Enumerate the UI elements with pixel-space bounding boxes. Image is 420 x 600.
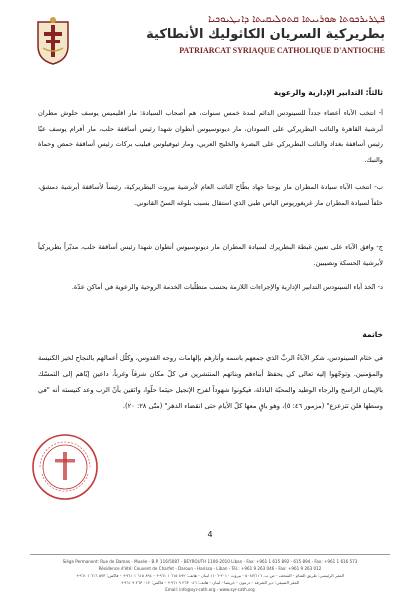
latin-title: PATRIARCAT SYRIAQUE CATHOLIQUE D'ANTIOCHE bbox=[179, 46, 385, 55]
syriac-title: ܦܛܪܝܪܟܘܬܐ ܣܘܪܝܝܬܐ ܩܬܘܠܝܩܝܬܐ ܕܐܢܛܝܘܟܝܐ bbox=[208, 14, 385, 25]
patriarchate-coat-of-arms-icon bbox=[34, 16, 72, 66]
paragraph-item-a: أ- انتخب الآباء أعضاء جدداً للسينودس الدائم لمدة خمس سنوات، هم أصحاب السيادة: مار اقليميس يوسف حلوش مطران أبرشية القاهرة والنائب البطريركي على السودان، مار ديونوسيوس أنطوان شهدا رئيس أساقفة حلب، مار أفرام يوسف عبّا رئيس أساقفة بغداد والنائب البطريركي على البصرة والخليج العربي، ومار ثيوفيلوس فيليب بركات رئيس أساقفة حمص وحماة والنبك. bbox=[38, 109, 383, 164]
paragraph-item-d: د- اتّخذ آباء السينودس التدابير الإدارية والإجراءات اللازمة بحسب متطلّبات الخدمة الروحية والرعوية في أماكن عدّة. bbox=[71, 283, 383, 291]
footer-address-fr-2: Résidence d'été: Couvent de Charfet - Daroun - Harissa - Liban - Tél.: +961 9 263 046 - Fax: +961 9 263 012 bbox=[98, 566, 322, 571]
paragraph-item-c: ج- وافق الآباء على تعيين غبطة البطريرك لسيادة المطران مار ديونوسيوس أنطوان شهدا رئيس أساقفة حلب، مدبّراً بطريركياً لأبرشية الحسكة ونصيبين. bbox=[38, 243, 383, 267]
paragraph-item-b: ب- انتخب الآباء سيادة المطران مار يوحنا جهاد بطّاح النائب العام لأبرشية بيروت البطريركية، رئيساً لأساقفة أبرشية دمشق، خلفاً لسيادة المطران مار غريغوريوس الياس طبي الذي استقال بسبب بلوغه السنّ القانوني. bbox=[38, 183, 383, 207]
footer-divider bbox=[30, 554, 390, 555]
footer-address-ar-2: المقر الصيفي: دير الشرفة - درعون - حريصا - لبنان - هاتف: ٠٤٦ ٢٦٣ ٩ ٩٦١+ - فاكس: ٠١٢ ٢٦٣ ٩ ٩٦١+ bbox=[120, 580, 300, 585]
footer-address-fr-1: Siège Permanent: Rue de Damas - Musée - B.P. 116/5087 - BEYROUTH 1106-2010 Liban - Fax: +961 1 615 892 - 615 894 - Fax: +961 1 616 573 bbox=[62, 559, 358, 564]
page-number: 4 bbox=[207, 530, 213, 539]
footer-address-ar-1: المقر الرئيسي: طريق الشام - المتحف - ص.ب. ٥٠٨٧/١١٦ - بيروت ٢٠١٠-١١٠٦ لبنان - هاتف: ٨٩٢ ٦١٥ ١ ٩٦١+ - ٨٩٤ ٦١٥ ١ ٩٦١+ - فاكس: ٥٧٣ ٦١٦ ١ ٩٦١+ bbox=[75, 573, 345, 578]
conclusion-heading: خاتمة bbox=[362, 330, 383, 339]
official-seal-icon bbox=[30, 432, 100, 502]
arabic-title: بطريركية السريان الكاثوليك الأنطاكية bbox=[146, 27, 385, 42]
conclusion-paragraph: في ختام السينودس، شكر الآباءُ الربَّ الذي جمعهم باسمه وأنارهم بإلهامات روحه القدوس، وكلّل أعمالهم بالنجاح لخير الكنيسة والمؤمنين. وتوجّهوا إليه تعالى كي يحفظ أبناءهم وبناتهم المنتشرين في كلّ مكان شرقاً وغرباً، داعين إيّاهم إلى التمسّك بالإيمان الراسخ والرجاء الوطيد والمحبّة الباذلة، فيكونوا شهوداً لفرح الإنجيل حيثما حلّوا، واثقين بأنّ الرب وعد كنيسته أنه "في وسطها فلن تتزعزع" (مزمور ٤٦: ٥)، وهو باقٍ معها كلّ الأيام حتى انقضاء الدهر" (متّى ٢٨: ٢٠). bbox=[38, 354, 383, 410]
footer-contact: Email: info@syr-cath.org · www.syr-cath.org bbox=[165, 587, 255, 592]
section-heading: ثالثاً: التدابير الإدارية والرعوية bbox=[273, 88, 383, 97]
